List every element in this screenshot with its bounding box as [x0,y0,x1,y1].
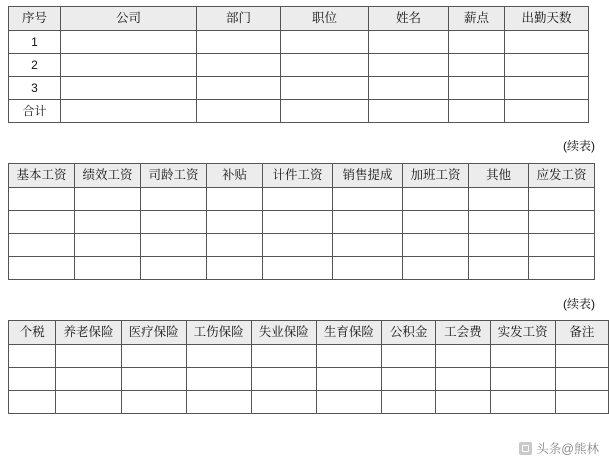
cell-department[interactable] [197,77,281,100]
cell-net-pay[interactable] [490,345,555,368]
column-header-position: 职位 [281,7,369,31]
cell-gross-pay[interactable] [529,234,595,257]
cell-position[interactable] [281,77,369,100]
cell-overtime-salary[interactable] [403,234,469,257]
cell-maternity-insurance[interactable] [316,345,381,368]
cell-name[interactable] [369,77,449,100]
cell-piecework-salary[interactable] [263,211,333,234]
cell-income-tax[interactable] [9,368,56,391]
cell-gross-pay[interactable] [529,211,595,234]
cell-allowance[interactable] [207,234,263,257]
cell-performance-salary[interactable] [75,257,141,280]
column-header-unemployment-insurance: 失业保险 [251,321,316,345]
cell-allowance[interactable] [207,188,263,211]
column-header-name: 姓名 [369,7,449,31]
column-header-housing-fund: 公积金 [381,321,435,345]
column-header-net-pay: 实发工资 [490,321,555,345]
cell-company[interactable] [61,100,197,123]
cell-union-fee[interactable] [436,391,490,414]
cell-seniority-salary[interactable] [141,257,207,280]
cell-overtime-salary[interactable] [403,211,469,234]
column-header-overtime-salary: 加班工资 [403,164,469,188]
table-row-total [9,100,589,123]
cell-medical-insurance[interactable] [121,368,186,391]
cell-performance-salary[interactable] [75,234,141,257]
cell-piecework-salary[interactable] [263,188,333,211]
cell-allowance[interactable] [207,257,263,280]
cell-unemployment-insurance[interactable] [251,345,316,368]
cell-attendance-days[interactable] [505,100,589,123]
column-header-salary-points: 薪点 [449,7,505,31]
row-label: 2 [9,54,61,77]
column-header-remarks: 备注 [555,321,608,345]
cell-injury-insurance[interactable] [186,391,251,414]
cell-seniority-salary[interactable] [141,211,207,234]
cell-other[interactable] [469,257,529,280]
cell-injury-insurance[interactable] [186,368,251,391]
cell-unemployment-insurance[interactable] [251,391,316,414]
cell-income-tax[interactable] [9,391,56,414]
cell-attendance-days[interactable] [505,31,589,54]
column-header-income-tax: 个税 [9,321,56,345]
cell-seniority-salary[interactable] [141,188,207,211]
cell-union-fee[interactable] [436,368,490,391]
column-header-union-fee: 工会费 [436,321,490,345]
cell-salary-points[interactable] [449,54,505,77]
cell-overtime-salary[interactable] [403,257,469,280]
row-label: 1 [9,31,61,54]
table-row [9,211,595,234]
cell-gross-pay[interactable] [529,257,595,280]
column-header-base-salary: 基本工资 [9,164,75,188]
column-header-maternity-insurance: 生育保险 [316,321,381,345]
column-header-allowance: 补贴 [207,164,263,188]
cell-other[interactable] [469,188,529,211]
table-row [9,391,609,414]
cell-other[interactable] [469,211,529,234]
table-row [9,345,609,368]
payroll-table-deductions [8,320,609,414]
column-header-company: 公司 [61,7,197,31]
cell-piecework-salary[interactable] [263,257,333,280]
column-header-serial: 序号 [9,7,61,31]
column-header-attendance-days: 出勤天数 [505,7,589,31]
table-header-row [9,7,589,31]
column-header-sales-commission: 销售提成 [333,164,403,188]
cell-base-salary[interactable] [9,257,75,280]
table-row [9,368,609,391]
cell-injury-insurance[interactable] [186,345,251,368]
cell-housing-fund[interactable] [381,391,435,414]
table-row [9,54,589,77]
table-header-row [9,321,609,345]
cell-base-salary[interactable] [9,211,75,234]
table-row [9,234,595,257]
watermark-text: 头条@熊林 [536,442,599,456]
table1-header [9,7,589,31]
table-row [9,188,595,211]
cell-name[interactable] [369,31,449,54]
cell-gross-pay[interactable] [529,188,595,211]
cell-remarks[interactable] [555,368,608,391]
cell-sales-commission[interactable] [333,188,403,211]
cell-medical-insurance[interactable] [121,391,186,414]
cell-housing-fund[interactable] [381,345,435,368]
cell-other[interactable] [469,234,529,257]
cell-allowance[interactable] [207,211,263,234]
cell-position[interactable] [281,100,369,123]
cell-pension-insurance[interactable] [56,345,121,368]
cell-position[interactable] [281,54,369,77]
cell-attendance-days[interactable] [505,77,589,100]
cell-sales-commission[interactable] [333,211,403,234]
cell-department[interactable] [197,100,281,123]
cell-unemployment-insurance[interactable] [251,368,316,391]
cell-name[interactable] [369,54,449,77]
watermark [519,439,599,457]
payroll-table-basic-info [8,6,589,123]
cell-housing-fund[interactable] [381,368,435,391]
cell-salary-points[interactable] [449,31,505,54]
cell-overtime-salary[interactable] [403,188,469,211]
cell-performance-salary[interactable] [75,211,141,234]
cell-company[interactable] [61,54,197,77]
table2-header [9,164,595,188]
cell-net-pay[interactable] [490,391,555,414]
column-header-gross-pay: 应发工资 [529,164,595,188]
table-row [9,257,595,280]
column-header-other: 其他 [469,164,529,188]
cell-income-tax[interactable] [9,345,56,368]
table-row [9,77,589,100]
cell-pension-insurance[interactable] [56,391,121,414]
cell-company[interactable] [61,31,197,54]
column-header-piecework-salary: 计件工资 [263,164,333,188]
cell-sales-commission[interactable] [333,257,403,280]
cell-sales-commission[interactable] [333,234,403,257]
column-header-injury-insurance: 工伤保险 [186,321,251,345]
table3-header [9,321,609,345]
cell-maternity-insurance[interactable] [316,368,381,391]
cell-salary-points[interactable] [449,100,505,123]
table-header-row [9,164,595,188]
toutiao-logo-icon [519,442,532,455]
column-header-performance-salary: 绩效工资 [75,164,141,188]
row-label-total: 合计 [9,100,61,123]
column-header-seniority-salary: 司龄工资 [141,164,207,188]
cell-seniority-salary[interactable] [141,234,207,257]
cell-position[interactable] [281,31,369,54]
cell-performance-salary[interactable] [75,188,141,211]
column-header-pension-insurance: 养老保险 [56,321,121,345]
cell-department[interactable] [197,54,281,77]
table1-body [9,31,589,123]
cell-base-salary[interactable] [9,234,75,257]
continued-label-2: (续表) [563,297,595,311]
table-row [9,31,589,54]
cell-net-pay[interactable] [490,368,555,391]
column-header-department: 部门 [197,7,281,31]
cell-maternity-insurance[interactable] [316,391,381,414]
cell-pension-insurance[interactable] [56,368,121,391]
continued-label-1: (续表) [563,139,595,153]
table3-body [9,345,609,414]
cell-department[interactable] [197,31,281,54]
cell-salary-points[interactable] [449,77,505,100]
cell-company[interactable] [61,77,197,100]
row-label: 3 [9,77,61,100]
cell-base-salary[interactable] [9,188,75,211]
cell-name[interactable] [369,100,449,123]
cell-remarks[interactable] [555,391,608,414]
column-header-medical-insurance: 医疗保险 [121,321,186,345]
cell-attendance-days[interactable] [505,54,589,77]
cell-piecework-salary[interactable] [263,234,333,257]
cell-union-fee[interactable] [436,345,490,368]
cell-remarks[interactable] [555,345,608,368]
payroll-table-earnings [8,163,595,280]
table2-body [9,188,595,280]
cell-medical-insurance[interactable] [121,345,186,368]
